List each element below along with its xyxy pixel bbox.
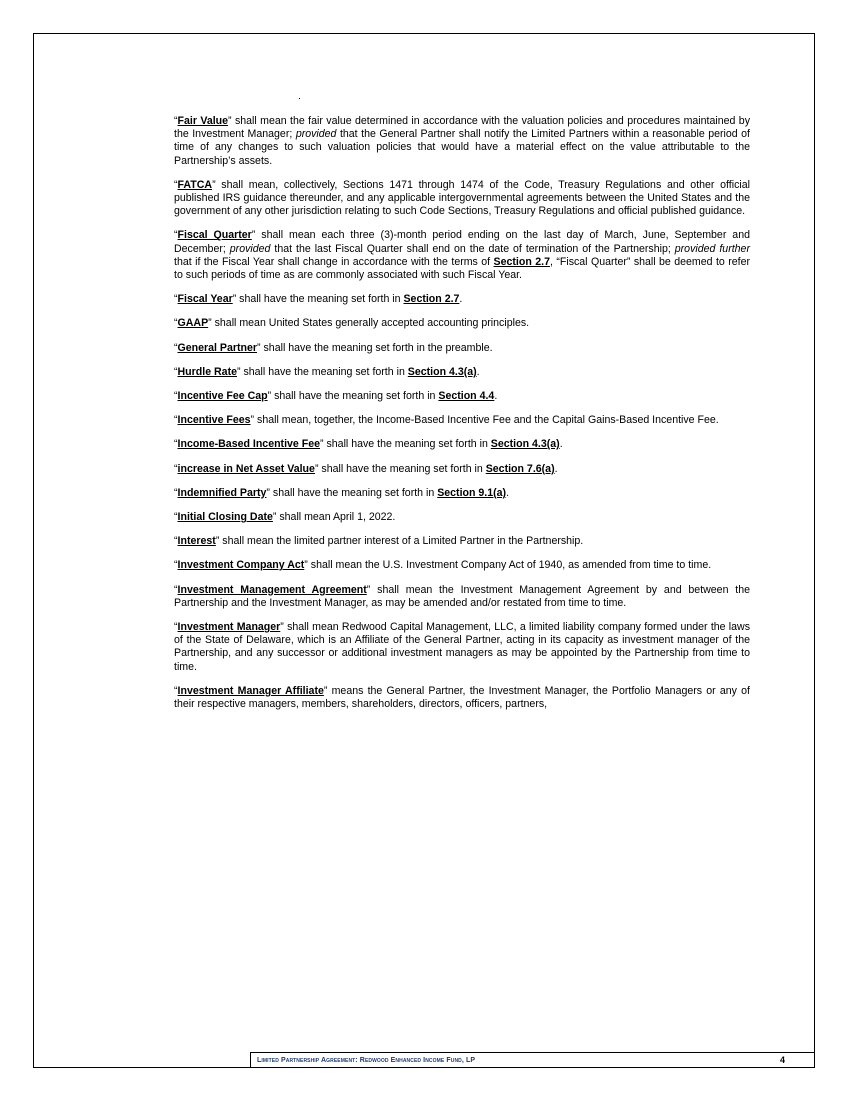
definition-paragraph: “FATCA” shall mean, collectively, Sections 1471 through 1474 of the Code, Treasury Regulations and other official published IRS guidance thereunder, and any applicable intergovernmental agreements between the United States and the government of any other jurisdiction relating to such Code Sections, Treasury Regulations and official published guidance.: [174, 178, 750, 218]
definition-text: shall have the meaning set forth in the preamble.: [260, 341, 493, 354]
definition-paragraph: “Income-Based Incentive Fee” shall have the meaning set forth in Section 4.3(a).: [174, 438, 563, 451]
definition-paragraph: “Interest” shall mean the limited partner interest of a Limited Partner in the Partnership.: [174, 535, 584, 548]
definition-text: shall have the meaning set forth in: [269, 486, 438, 499]
defined-term: Incentive Fees: [177, 414, 251, 427]
emphasis-text: provided further: [674, 242, 750, 255]
definition-paragraph: “Incentive Fee Cap” shall have the meaning set forth in Section 4.4.: [174, 390, 498, 403]
defined-term: Incentive Fee Cap: [177, 390, 268, 403]
defined-term: Fiscal Quarter: [177, 229, 252, 242]
section-reference: Section 2.7: [493, 255, 550, 268]
definition-text: shall have the meaning set forth in: [240, 365, 408, 378]
defined-term: Indemnified Party: [177, 486, 267, 499]
defined-term: Income-Based Incentive Fee: [177, 438, 321, 451]
definition-text: shall mean the limited partner interest of a Limited Partner in the Partnership.: [219, 535, 584, 548]
section-reference: Section 9.1(a): [437, 486, 507, 499]
emphasis-text: provided: [295, 128, 337, 141]
definition-text: that the last Fiscal Quarter shall end on the date of termination of the Partnership;: [270, 242, 675, 255]
definition-paragraph: “Initial Closing Date” shall mean April 1, 2022.: [174, 511, 396, 524]
defined-term: increase in Net Asset Value: [177, 462, 315, 475]
section-reference: Section 4.4: [438, 390, 495, 403]
defined-term: Investment Manager: [177, 621, 281, 634]
definition-paragraph: “Indemnified Party” shall have the meaning set forth in Section 9.1(a).: [174, 486, 510, 499]
defined-term: Hurdle Rate: [177, 365, 237, 378]
defined-term: Investment Company Act: [177, 559, 305, 572]
definition-paragraph: “Incentive Fees” shall mean, together, the Income-Based Incentive Fee and the Capital Gains-Based Incentive Fee.: [174, 414, 719, 427]
definition-text: shall mean the fair value determined in accordance with the valuation policies and procedures maintained by the Investment Manager;: [174, 115, 750, 141]
defined-term: Initial Closing Date: [177, 511, 273, 524]
definition-text: .: [554, 462, 558, 475]
definition-text: means the General Partner, the Investment Manager, the Portfolio Managers or any of their respective managers, members, shareholders, directors, officers, partners,: [174, 684, 750, 711]
page-footer: [250, 1052, 815, 1068]
definition-text: .: [559, 438, 563, 451]
definition-text: shall mean April 1, 2022.: [276, 511, 396, 524]
definition-paragraph: “General Partner” shall have the meaning set forth in the preamble.: [174, 341, 493, 354]
definition-text: shall mean United States generally accepted accounting principles.: [211, 317, 530, 330]
defined-term: General Partner: [177, 341, 258, 354]
defined-term: Investment Management Agreement: [177, 583, 367, 596]
page-number: 4: [779, 1055, 785, 1065]
defined-term: Investment Manager Affiliate: [177, 684, 324, 697]
definition-text: that the General Partner shall notify the Limited Partners within a reasonable period of time of any changes to such valuation policies that would have a material effect on the value attributable to the Partnership’s assets.: [174, 128, 750, 167]
definition-paragraph: “Investment Manager” shall mean Redwood Capital Management, LLC, a limited liability company formed under the laws of the State of Delaware, which is an Affiliate of the General Partner, acting in its capacity as investment manager of the Partnership, and any successor or additional investment managers as may be appointed by the Partnership from time to time.: [174, 621, 750, 673]
section-reference: Section 7.6(a): [485, 462, 555, 475]
definition-text: shall mean the U.S. Investment Company Act of 1940, as amended from time to time.: [307, 559, 712, 572]
definition-paragraph: “GAAP” shall mean United States generally accepted accounting principles.: [174, 317, 530, 330]
stray-mark: [299, 98, 300, 99]
section-reference: Section 4.3(a): [407, 365, 477, 378]
definition-text: , “Fiscal Quarter” shall be deemed to refer to such periods of time as are commonly associated with such Fiscal Year.: [174, 255, 750, 282]
defined-term: GAAP: [177, 317, 209, 330]
definition-paragraph: “Investment Management Agreement” shall mean the Investment Management Agreement by and between the Partnership and the Investment Manager, as may be amended and/or restated from time to time.: [174, 583, 751, 609]
section-reference: Section 4.3(a): [490, 438, 560, 451]
definition-paragraph: “Investment Manager Affiliate” means the General Partner, the Investment Manager, the Portfolio Managers or any of their respective managers, members, shareholders, directors, officers, partners,: [174, 684, 750, 711]
section-reference: Section 2.7: [403, 293, 460, 306]
defined-term: Fair Value: [177, 115, 229, 127]
definition-paragraph: “Fiscal Quarter” shall mean each three (3)-month period ending on the last day of March, June, September and December; provided that the last Fiscal Quarter shall end on the date of termination of the Partnership; provided further that if the Fiscal Year shall change in accordance with the terms of Section 2.7, “Fiscal Quarter” shall be deemed to refer to such periods of time as are commonly associated with such Fiscal Year.: [174, 229, 750, 282]
definition-text: .: [476, 365, 480, 378]
definition-text: .: [506, 486, 510, 499]
defined-term: Fiscal Year: [177, 293, 233, 306]
definition-paragraph: “Hurdle Rate” shall have the meaning set forth in Section 4.3(a).: [174, 365, 480, 378]
definition-text: shall have the meaning set forth in: [271, 390, 439, 403]
definition-text: .: [459, 293, 463, 306]
definition-paragraph: “Investment Company Act” shall mean the U.S. Investment Company Act of 1940, as amended from time to time.: [174, 559, 712, 572]
definition-paragraph: “Fair Value” shall mean the fair value determined in accordance with the valuation policies and procedures maintained by the Investment Manager; provided that the General Partner shall notify the Limited Partners within a reasonable period of time of any changes to such valuation policies that would have a material effect on the value attributable to the Partnership’s assets.: [174, 115, 750, 167]
definition-text: shall mean each three (3)-month period ending on the last day of March, June, September and December;: [174, 229, 750, 255]
definition-paragraph: “Fiscal Year” shall have the meaning set forth in Section 2.7.: [174, 293, 463, 306]
definition-text: shall mean Redwood Capital Management, LLC, a limited liability company formed under the laws of the State of Delaware, which is an Affiliate of the General Partner, acting in its capacity as investment manager of the Partnership, and any successor or additional investment managers as may be appointed by the Partnership from time to time.: [174, 621, 750, 673]
definition-paragraph: “increase in Net Asset Value” shall have the meaning set forth in Section 7.6(a).: [174, 462, 558, 475]
definitions-section: [174, 115, 750, 722]
emphasis-text: provided: [229, 242, 271, 255]
footer-title: Limited Partnership Agreement: Redwood Enhanced Income Fund, LP: [257, 1057, 476, 1064]
definition-text: shall mean, collectively, Sections 1471 through 1474 of the Code, Treasury Regulations and other official published IRS guidance thereunder, and any applicable intergovernmental agreements between the United States and the government of any other jurisdiction relating to such Code Sections, Treasury Regulations and official published guidance.: [174, 178, 750, 218]
definition-text: shall mean the Investment Management Agreement by and between the Partnership and the Investment Manager, as may be amended and/or restated from time to time.: [174, 583, 751, 609]
defined-term: FATCA: [177, 178, 213, 191]
definition-text: shall mean, together, the Income-Based Incentive Fee and the Capital Gains-Based Incentive Fee.: [254, 414, 719, 427]
definition-text: shall have the meaning set forth in: [323, 438, 491, 451]
defined-term: Interest: [177, 535, 216, 548]
definition-text: that if the Fiscal Year shall change in accordance with the terms of: [174, 255, 494, 268]
definition-text: shall have the meaning set forth in: [236, 293, 404, 306]
definition-text: .: [494, 390, 498, 403]
definition-text: shall have the meaning set forth in: [318, 462, 486, 475]
